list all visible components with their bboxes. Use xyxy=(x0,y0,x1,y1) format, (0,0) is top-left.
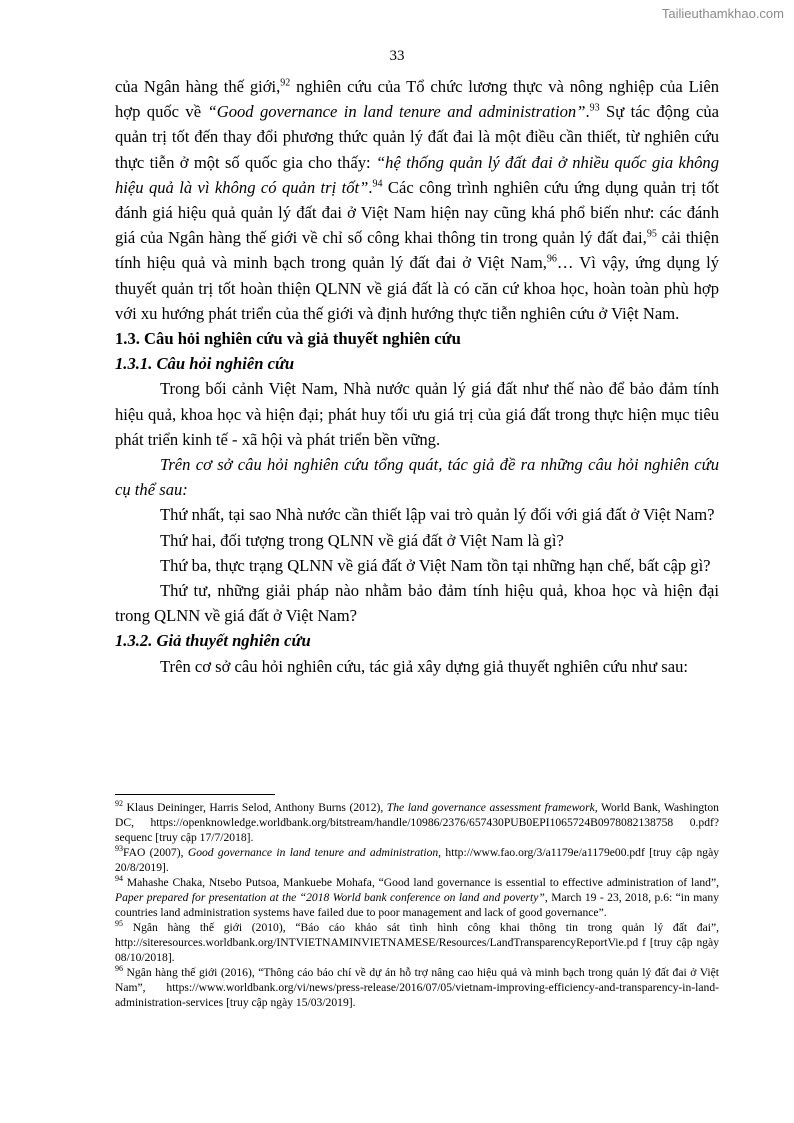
paragraph-hypothesis: Trên cơ sở câu hỏi nghiên cứu, tác giả xây dựng giả thuyết nghiên cứu như sau: xyxy=(160,656,689,676)
footnote-ref-94[interactable]: 94 xyxy=(372,178,383,190)
question-1: Thứ nhất, tại sao Nhà nước cần thiết lập vai trò quản lý đối với giá đất ở Việt Nam? xyxy=(160,505,715,525)
footnote-94: $^{94}$ Mahashe Chaka, Ntsebo Putsoa, Mankuebe Mohafa, “Good land governance is essential to effective administration of land”, Paper prepared for presentation at the “2018 World bank conference on land and poverty”, March 19 - 23, 2018, p.6: “in many countries land administration systems have failed due to poor management and lack of good governance”. xyxy=(115,874,719,919)
question-4: Thứ tư, những giải pháp nào nhằm bảo đảm tính hiệu quả, khoa học và hiện đại trong QLNN về giá đất ở Việt Nam? xyxy=(115,581,719,626)
heading-1-3-1: 1.3.1. Câu hỏi nghiên cứu xyxy=(115,354,295,374)
paragraph-context: Trong bối cảnh Việt Nam, Nhà nước quản lý giá đất như thế nào để bảo đảm tính hiệu quả, khoa học và hiện đại; phát huy tối ưu giá trị của giá đất trong thực hiện mục tiêu phát triển kinh tế - xã hội và phát triển bền vững. xyxy=(115,379,719,449)
paragraph-specific-questions: Trên cơ sở câu hỏi nghiên cứu tổng quát, tác giả đề ra những câu hỏi nghiên cứu cụ thể sau: xyxy=(115,455,719,500)
footnote-96: $^{96}$ Ngân hàng thế giới (2016), “Thông cáo báo chí về dự án hỗ trợ nâng cao hiệu quả và minh bạch trong quản lý đất đai ở Việt Nam”, https://www.worldbank.org/vi/news/press-release/2016/07/05/vietnam-improving-efficiency-and-transparency-in-land-administration-services [truy cập ngày 15/03/2019]. xyxy=(115,964,719,1009)
footnote-ref-93[interactable]: 93 xyxy=(589,102,600,114)
footnote-95: $^{95}$ Ngân hàng thế giới (2010), “Báo cáo khảo sát tình hình công khai thông tin trong quản lý đất đai”, http://siteresources.worldbank.org/INTVIETNAMINVIETNAMESE/Resources/LandTransparencyReportVie.pd f [truy cập ngày 08/10/2018]. xyxy=(115,919,719,964)
paragraph-intro: của Ngân hàng thế giới,$^{92}$ nghiên cứu của Tổ chức lương thực và nông nghiệp của Liên hợp quốc về “Good governance in land tenure and administration”.$^{93}$ Sự tác động của quản trị tốt đến thay đổi phương thức quản lý đất đai là một điều cần thiết, từ nghiên cứu thực tiễn ở một số quốc gia cho thấy: “hệ thống quản lý đất đai ở nhiều quốc gia không hiệu quả là vì không có quản trị tốt”.$^{94}$ Các công trình nghiên cứu ứng dụng quản trị tốt đánh giá hiệu quả quản lý đất đai ở Việt Nam hiện nay cũng khá phổ biến như: các đánh giá của Ngân hàng thế giới về chỉ số công khai thông tin trong quản lý đất đai,$^{95}$ cải thiện tính hiệu quả và minh bạch trong quản lý đất đai ở Việt Nam,$^{96}$… Vì vậy, ứng dụng lý thuyết quản trị tốt hoàn thiện QLNN về giá đất là có căn cứ khoa học, hoàn toàn phù hợp với xu hướng phát triển của thế giới và định hướng thực tiễn nghiên cứu ở Việt Nam. xyxy=(115,77,720,323)
footnotes xyxy=(115,800,719,1010)
watermark: Tailieuthamkhao.com xyxy=(661,6,784,21)
footnote-ref-95[interactable]: 95 xyxy=(646,228,657,240)
footnote-separator xyxy=(115,794,275,795)
footnote-ref-96[interactable]: 96 xyxy=(546,253,557,265)
footnote-93: $^{93}$FAO (2007), Good governance in land tenure and administration, http://www.fao.org/3/a1179e/a1179e00.pdf [truy cập ngày 20/8/2019]. xyxy=(115,844,720,874)
footnote-ref-92[interactable]: 92 xyxy=(280,77,291,89)
question-2: Thứ hai, đối tượng trong QLNN về giá đất ở Việt Nam là gì? xyxy=(160,530,564,550)
heading-1-3-2: 1.3.2. Giả thuyết nghiên cứu xyxy=(115,631,311,651)
page-number: 33 xyxy=(389,48,405,64)
question-3: Thứ ba, thực trạng QLNN về giá đất ở Việt Nam tồn tại những hạn chế, bất cập gì? xyxy=(160,555,711,575)
heading-1-3: 1.3. Câu hỏi nghiên cứu và giả thuyết nghiên cứu xyxy=(115,329,461,349)
quote-fao-title: “Good governance in land tenure and administration” xyxy=(207,102,586,122)
quote-governance: “hệ thống quản lý đất đai ở nhiều quốc gia không hiệu quả là vì không có quản trị tốt” xyxy=(115,152,720,197)
footnote-92: $^{92}$ Klaus Deininger, Harris Selod, Anthony Burns (2012), The land governance assessment framework, World Bank, Washington DC, https://openknowledge.worldbank.org/bitstream/handle/10986/2376/657430PUB0EPI1065724B0978082138758 0.pdf?sequenc [truy cập 17/7/2018]. xyxy=(115,799,719,844)
main-text xyxy=(115,74,719,679)
